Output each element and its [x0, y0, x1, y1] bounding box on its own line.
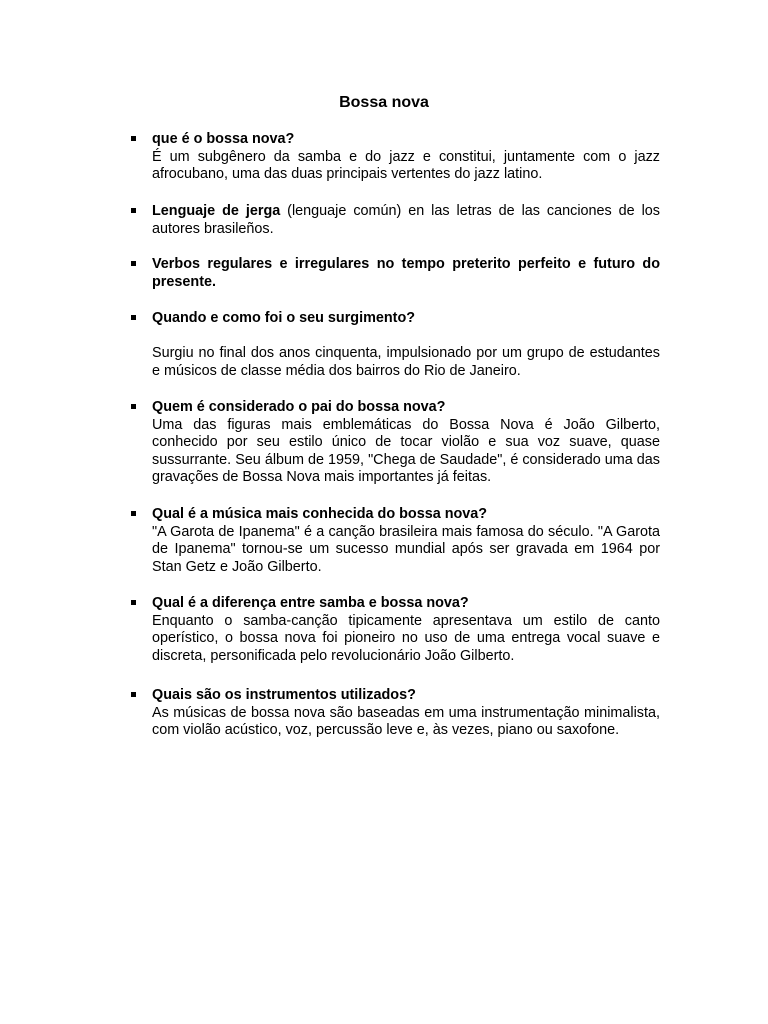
list-item	[152, 687, 660, 740]
item-answer: As músicas de bossa nova são baseadas em uma instrumentação minimalista, com violão acústico, voz, percussão leve e, às vezes, piano ou saxofone.	[152, 704, 660, 738]
item-question: Qual é a diferença entre samba e bossa nova?	[152, 595, 469, 611]
list-item	[152, 310, 660, 380]
item-question: Quais são os instrumentos utilizados?	[152, 687, 416, 703]
list-item	[152, 203, 660, 238]
list-item	[152, 506, 660, 576]
item-answer: Surgiu no final dos anos cinquenta, impulsionado por um grupo de estudantes e músicos de classe média dos bairros do Rio de Janeiro.	[152, 345, 660, 379]
list-item	[152, 256, 660, 291]
item-answer: Uma das figuras mais emblemáticas do Bossa Nova é João Gilberto, conhecido por seu estilo único de tocar violão e sua voz suave, quase sussurrante. Seu álbum de 1959, "Chega de Saudade", é considerado uma das gravações de Bossa Nova mais importantes já feitas.	[152, 416, 660, 485]
square-bullet-icon	[131, 511, 136, 516]
item-question: Lenguaje de jerga	[152, 203, 281, 219]
item-question: Quem é considerado o pai do bossa nova?	[152, 399, 446, 415]
list-item	[152, 131, 660, 184]
square-bullet-icon	[131, 261, 136, 266]
item-question: que é o bossa nova?	[152, 131, 295, 147]
document-title: Bossa nova	[339, 94, 429, 111]
square-bullet-icon	[131, 600, 136, 605]
square-bullet-icon	[131, 692, 136, 697]
item-answer: "A Garota de Ipanema" é a canção brasileira mais famosa do século. "A Garota de Ipanema" tornou-se um sucesso mundial após ser gravada em 1964 por Stan Getz e João Gilberto.	[152, 523, 660, 575]
square-bullet-icon	[131, 208, 136, 213]
item-spacer	[152, 328, 660, 346]
list-item	[152, 595, 660, 665]
square-bullet-icon	[131, 404, 136, 409]
item-answer: É um subgênero da samba e do jazz e constitui, juntamente com o jazz afrocubano, uma das duas principais vertentes do jazz latino.	[152, 148, 660, 182]
item-answer: Enquanto o samba-canção tipicamente apresentava um estilo de canto operístico, o bossa nova foi pioneiro no uso de uma entrega vocal suave e discreta, personificada pelo revolucionário João Gilberto.	[152, 612, 660, 664]
item-question: Quando e como foi o seu surgimento?	[152, 310, 416, 326]
item-answer: (lenguaje común) en las letras de las canciones de los autores brasileños.	[152, 203, 660, 237]
list-item	[152, 399, 660, 487]
item-question: Qual é a música mais conhecida do bossa nova?	[152, 506, 488, 522]
square-bullet-icon	[131, 136, 136, 141]
square-bullet-icon	[131, 315, 136, 320]
item-question: Verbos regulares e irregulares no tempo preterito perfeito e futuro do presente.	[152, 256, 660, 290]
